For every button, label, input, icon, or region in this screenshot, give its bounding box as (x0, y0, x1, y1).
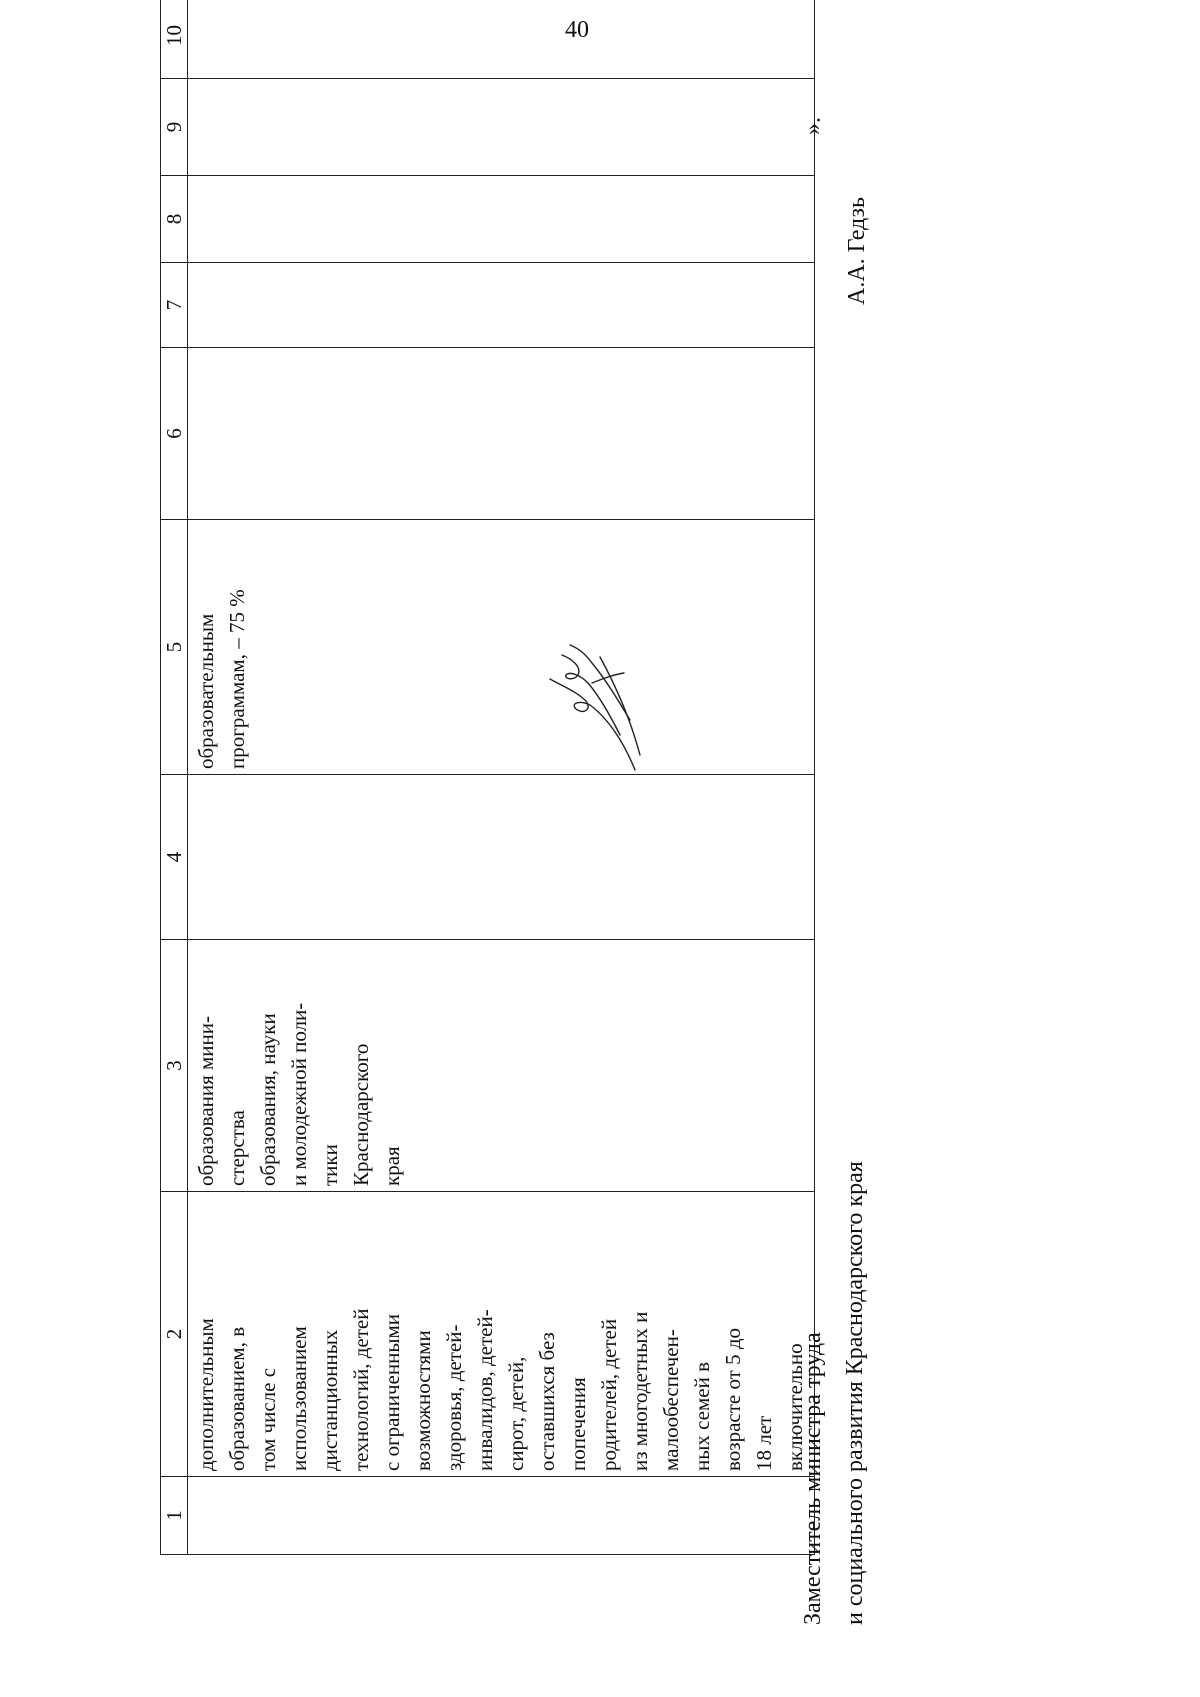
column-number-6: 6 (161, 348, 188, 520)
column-number-4: 4 (161, 775, 188, 940)
cell-col4 (188, 775, 815, 940)
column-number-7: 7 (161, 263, 188, 348)
signer-name: А.А. Гедзь (844, 197, 870, 305)
activity-table (160, 0, 815, 1555)
cell-col9 (188, 79, 815, 176)
cell-col5: образовательным программам, – 75 % (188, 520, 815, 775)
table-header-row (161, 0, 188, 1555)
cell-col7 (188, 263, 815, 348)
cell-col6 (188, 348, 815, 520)
cell-col8 (188, 176, 815, 263)
column-number-1: 1 (161, 1477, 188, 1555)
handwritten-signature (540, 635, 650, 775)
column-number-8: 8 (161, 176, 188, 263)
closing-quote: ». (800, 117, 826, 135)
cell-col3: образования мини- стерства образования, науки и молодежной поли- тики Краснодарского края (188, 940, 815, 1192)
column-number-9: 9 (161, 79, 188, 176)
column-number-3: 3 (161, 940, 188, 1192)
column-number-5: 5 (161, 520, 188, 775)
cell-col2: дополнительным образованием, в том числе с использованием дистанционных технологий, детей с ограниченными возможностями здоровья, детей- инвалидов, детей- сирот, детей, оставшихся без попечения родителей, детей из многодетных и малообеспечен- ных семей в возрасте от 5 до 18 лет включительно (188, 1192, 815, 1477)
cell-col10 (188, 0, 815, 79)
column-number-10: 10 (161, 0, 188, 79)
signatory-title: Заместитель министра труда и социального развития Краснодарского края (800, 1161, 868, 1625)
cell-col1 (188, 1477, 815, 1555)
page-number: 40 (565, 17, 589, 43)
column-number-2: 2 (161, 1192, 188, 1477)
table-row (188, 0, 815, 1555)
